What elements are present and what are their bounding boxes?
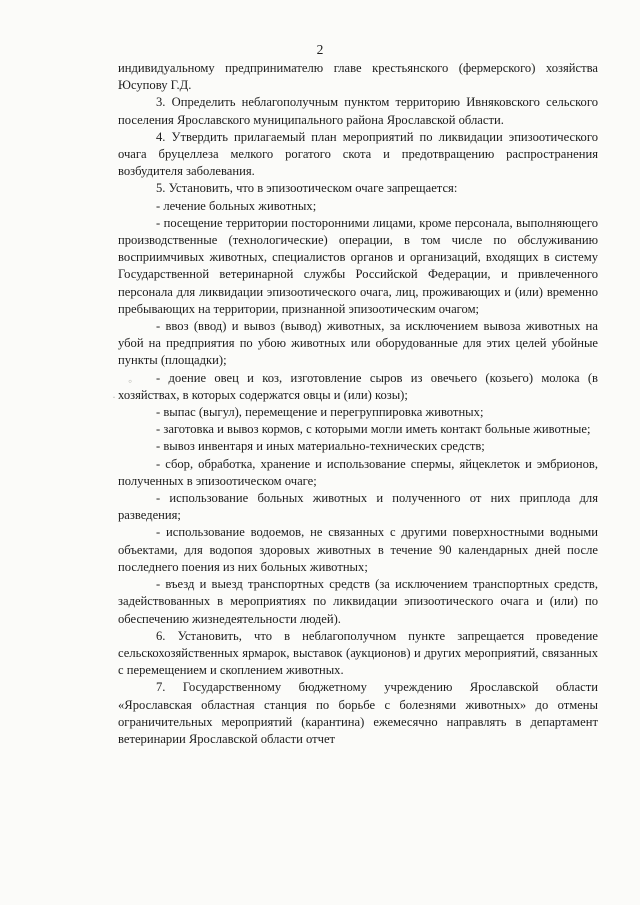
paragraph-item-7: 7. Государственному бюджетному учреждению Ярославской области «Ярославская областная станция по борьбе с болезнями животных» до отмены ограничительных мероприятий (карантина) ежемесячно направлять в департамент ветеринарии Ярославской области отчет xyxy=(118,680,598,746)
prohibition-item: - вывоз инвентаря и иных материально-технических средств; xyxy=(156,439,485,454)
prohibition-item: - въезд и выезд транспортных средств (за исключением транспортных средств, задействованных в мероприятиях по ликвидации эпизоотического очага и (или) по обеспечению жизнедеятельности людей). xyxy=(118,577,598,626)
prohibition-item: - лечение больных животных; xyxy=(156,198,317,213)
prohibition-item: - посещение территории посторонними лицами, кроме персонала, выполняющего производственные (технологические) операции, в том числе по обслуживанию восприимчивых животных, специалистов органов и организаций, входящих в систему Государственной ветеринарной службы Российской Федерации, и привлеченного персонала для ликвидации эпизоотического очага, лиц, проживающих и (или) временно пребывающих на территории, признанной эпизоотическим очагом; xyxy=(118,215,598,316)
document-body xyxy=(118,60,598,748)
prohibition-item: - ввоз (ввод) и вывоз (вывод) животных, за исключением вывоза животных на убой на предприятия по убою животных или оборудованные для этих целей убойные пункты (площадки); xyxy=(118,319,598,368)
prohibition-item: - заготовка и вывоз кормов, с которыми могли иметь контакт больные животные; xyxy=(156,422,591,437)
paragraph-item-6: 6. Установить, что в неблагополучном пункте запрещается проведение сельскохозяйственных ярмарок, выставок (аукционов) и других мероприятий, связанных с перемещением и скоплением животных. xyxy=(118,628,598,678)
prohibition-item: - выпас (выгул), перемещение и перегруппировка животных; xyxy=(156,405,484,420)
scan-speck: ◦ xyxy=(128,374,133,388)
paragraph-item-3: 3. Определить неблагополучным пунктом территорию Ивняковского сельского поселения Ярославского муниципального района Ярославской области. xyxy=(118,95,598,127)
prohibition-item: - сбор, обработка, хранение и использование спермы, яйцеклеток и эмбрионов, полученных в эпизоотическом очаге; xyxy=(118,456,598,488)
prohibition-item: - использование водоемов, не связанных с другими поверхностными водными объектами, для водопоя здоровых животных в течение 90 календарных дней после последнего поения из них больных животных; xyxy=(118,525,598,574)
paragraph-item-5: 5. Установить, что в эпизоотическом очаге запрещается: xyxy=(156,181,458,196)
paragraph-item-4: 4. Утвердить прилагаемый план мероприятий по ликвидации эпизоотического очага бруцеллеза мелкого рогатого скота и предотвращению распространения возбудителя заболевания. xyxy=(118,129,598,179)
page-number: 2 xyxy=(316,42,324,57)
scan-speck: · xyxy=(112,390,116,404)
paragraph-continuation: индивидуальному предпринимателю главе крестьянского (фермерского) хозяйства Юсупову Г.Д. xyxy=(118,61,598,93)
prohibition-item: - использование больных животных и полученного от них приплода для разведения; xyxy=(118,491,598,523)
prohibition-item: - доение овец и коз, изготовление сыров из овечьего (козьего) молока (в хозяйствах, в которых содержатся овцы и (или) козы); xyxy=(118,370,598,402)
